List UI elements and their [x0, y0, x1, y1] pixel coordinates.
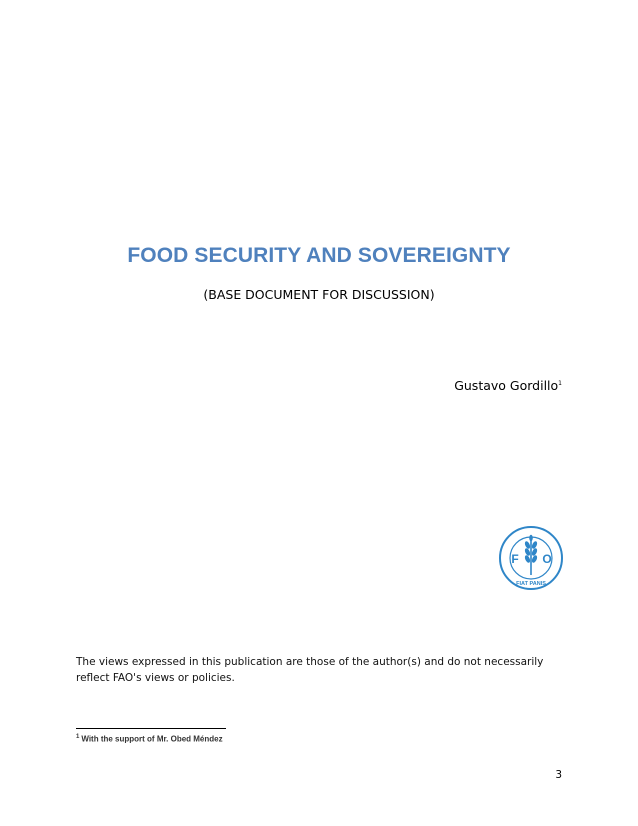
disclaimer-text: The views expressed in this publication are those of the author(s) and do not necessarily reflect FAO's views or policies.	[76, 656, 544, 684]
author-footnote-marker: 1	[558, 379, 562, 387]
document-subtitle: (BASE DOCUMENT FOR DISCUSSION)	[203, 287, 435, 302]
footnote-text: With the support of Mr. Obed Méndez	[81, 734, 223, 744]
document-title: FOOD SECURITY AND SOVEREIGNTY	[127, 244, 511, 267]
author-line	[454, 378, 562, 393]
author-name: Gustavo Gordillo	[454, 378, 559, 393]
footnote	[76, 734, 223, 744]
fao-logo-icon	[498, 525, 564, 591]
page-number: 3	[555, 769, 562, 781]
logo-motto: FIAT PANIS	[516, 581, 546, 587]
logo-letter-o: O	[542, 552, 552, 566]
logo-letter-f: F	[511, 552, 519, 566]
footnote-divider	[76, 728, 226, 729]
footnote-marker: 1	[76, 734, 80, 740]
